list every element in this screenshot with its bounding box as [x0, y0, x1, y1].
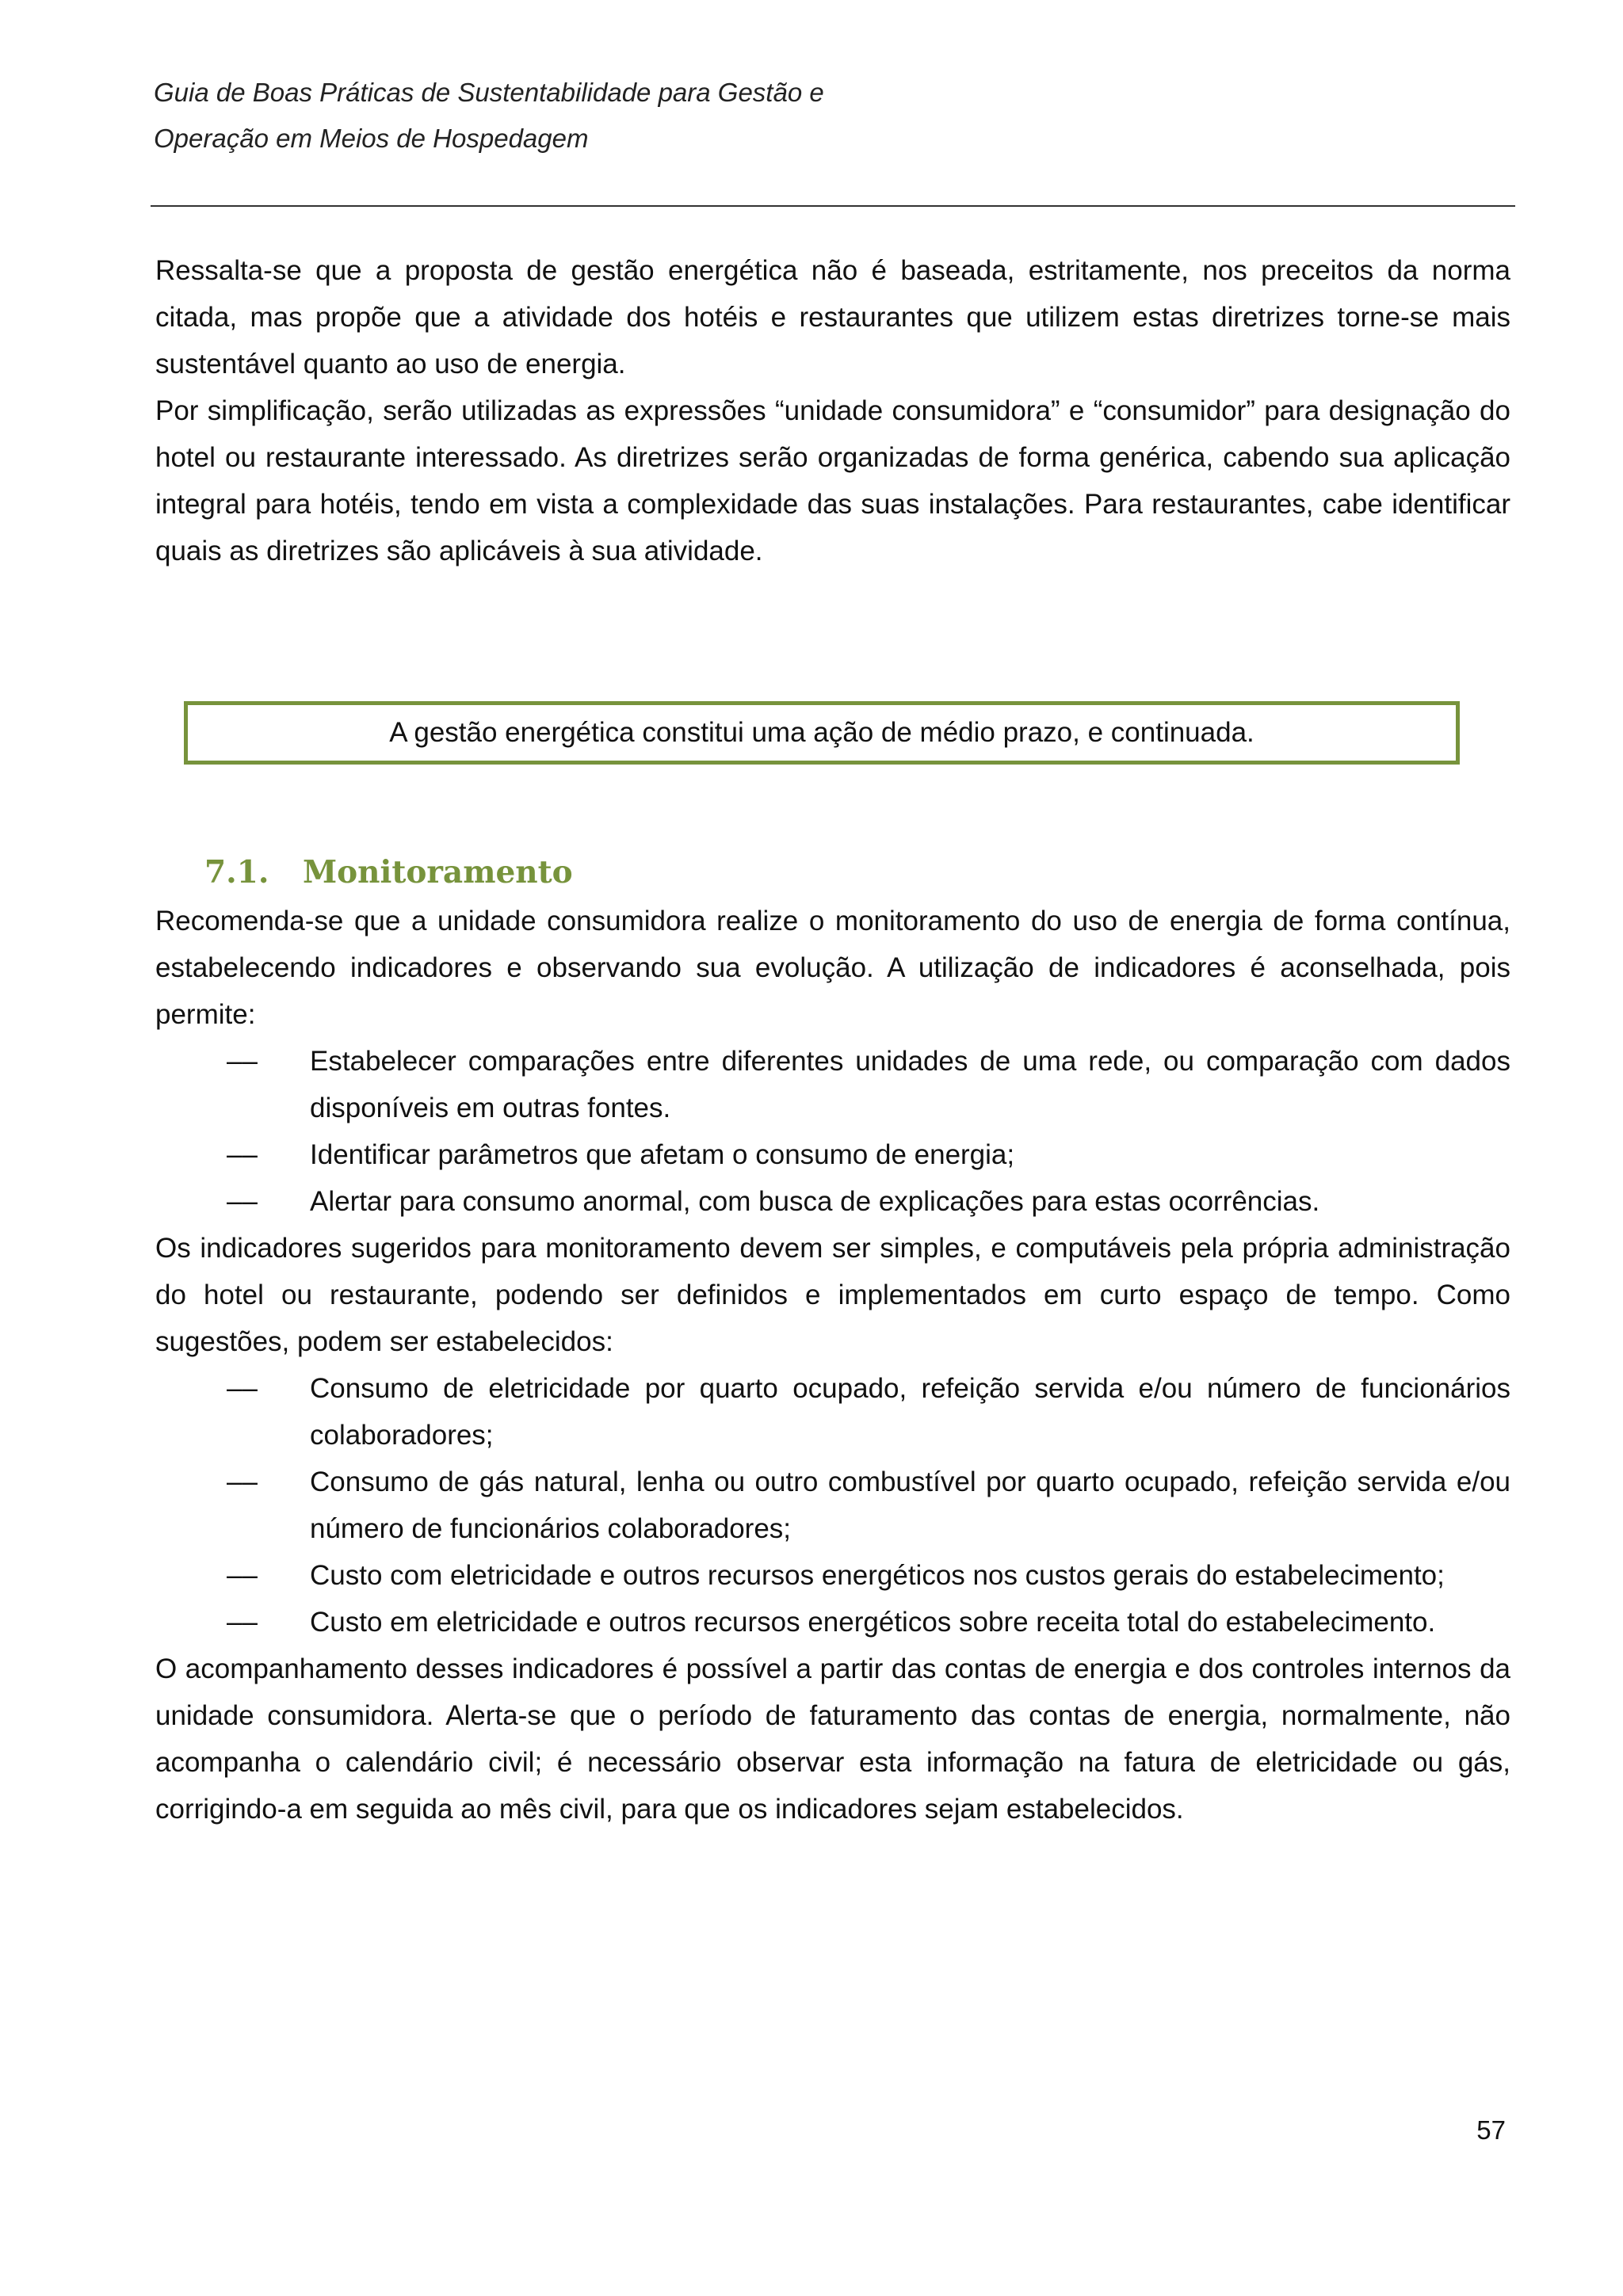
highlight-box — [184, 701, 1460, 765]
section-paragraph-3: O acompanhamento desses indicadores é possível a partir das contas de energia e dos controles internos da unidade consumidora. Alerta-se que o período de faturamento das contas de energia, normalmente, não acompanha o calendário civil; é necessário observar esta informação na fatura de eletricidade ou gás, corrigindo-a em seguida ao mês civil, para que os indicadores sejam estabelecidos. — [155, 1653, 1510, 1825]
dash-bullet: –– — [227, 1373, 258, 1404]
list-item-text: Alertar para consumo anormal, com busca de explicações para estas ocorrências. — [310, 1186, 1320, 1217]
list-item-text: Custo com eletricidade e outros recursos energéticos nos custos gerais do estabelecimento; — [310, 1560, 1445, 1591]
list-item — [155, 1038, 1510, 1131]
dash-bullet: –– — [227, 1186, 258, 1217]
list-item-text: Consumo de eletricidade por quarto ocupado, refeição servida e/ou número de funcionários colaboradores; — [310, 1373, 1510, 1451]
list-item — [155, 1365, 1510, 1459]
header-title-line-2: Operação em Meios de Hospedagem — [154, 124, 589, 153]
dash-bullet: –– — [227, 1046, 258, 1077]
highlight-box-text: A gestão energética constitui uma ação de médio prazo, e continuada. — [389, 717, 1254, 748]
section-title: Monitoramento — [303, 854, 573, 891]
list-item — [155, 1178, 1510, 1225]
list-item-text: Custo em eletricidade e outros recursos energéticos sobre receita total do estabelecimento. — [310, 1607, 1436, 1638]
header-divider — [151, 205, 1515, 207]
list-item-text: Consumo de gás natural, lenha ou outro combustível por quarto ocupado, refeição servida e/ou número de funcionários colaboradores; — [310, 1466, 1510, 1544]
benefits-list — [155, 1038, 1510, 1225]
list-item — [155, 1552, 1510, 1599]
section-heading — [204, 847, 1510, 898]
list-item-text: Estabelecer comparações entre diferentes unidades de uma rede, ou comparação com dados disponíveis em outras fontes. — [310, 1046, 1510, 1123]
dash-bullet: –– — [227, 1607, 258, 1638]
dash-bullet: –– — [227, 1139, 258, 1170]
section-number: 7.1. — [204, 854, 269, 891]
list-item-text: Identificar parâmetros que afetam o consumo de energia; — [310, 1139, 1015, 1170]
page-number: 57 — [1476, 2115, 1506, 2145]
list-item — [155, 1131, 1510, 1178]
intro-paragraph-2: Por simplificação, serão utilizadas as expressões “unidade consumidora” e “consumidor” para designação do hotel ou restaurante interessado. As diretrizes serão organizadas de forma genérica, cabendo sua aplicação integral para hotéis, tendo em vista a complexidade das suas instalações. Para restaurantes, cabe identificar quais as diretrizes são aplicáveis à sua atividade. — [155, 395, 1510, 566]
dash-bullet: –– — [227, 1466, 258, 1497]
indicators-list — [155, 1365, 1510, 1646]
list-item — [155, 1599, 1510, 1646]
page-header — [154, 70, 1517, 162]
header-title-line-1: Guia de Boas Práticas de Sustentabilidade para Gestão e — [154, 78, 824, 107]
list-item — [155, 1459, 1510, 1552]
dash-bullet: –– — [227, 1560, 258, 1591]
section-paragraph-2: Os indicadores sugeridos para monitoramento devem ser simples, e computáveis pela própria administração do hotel ou restaurante, podendo ser definidos e implementados em curto espaço de tempo. Como sugestões, podem ser estabelecidos: — [155, 1233, 1510, 1357]
section-paragraph-1: Recomenda-se que a unidade consumidora realize o monitoramento do uso de energia de forma contínua, estabelecendo indicadores e observando sua evolução. A utilização de indicadores é aconselhada, pois permite: — [155, 906, 1510, 1030]
page-content — [155, 247, 1510, 1833]
intro-paragraph-1: Ressalta-se que a proposta de gestão energética não é baseada, estritamente, nos preceitos da norma citada, mas propõe que a atividade dos hotéis e restaurantes que utilizem estas diretrizes torne-se mais sustentável quanto ao uso de energia. — [155, 255, 1510, 379]
